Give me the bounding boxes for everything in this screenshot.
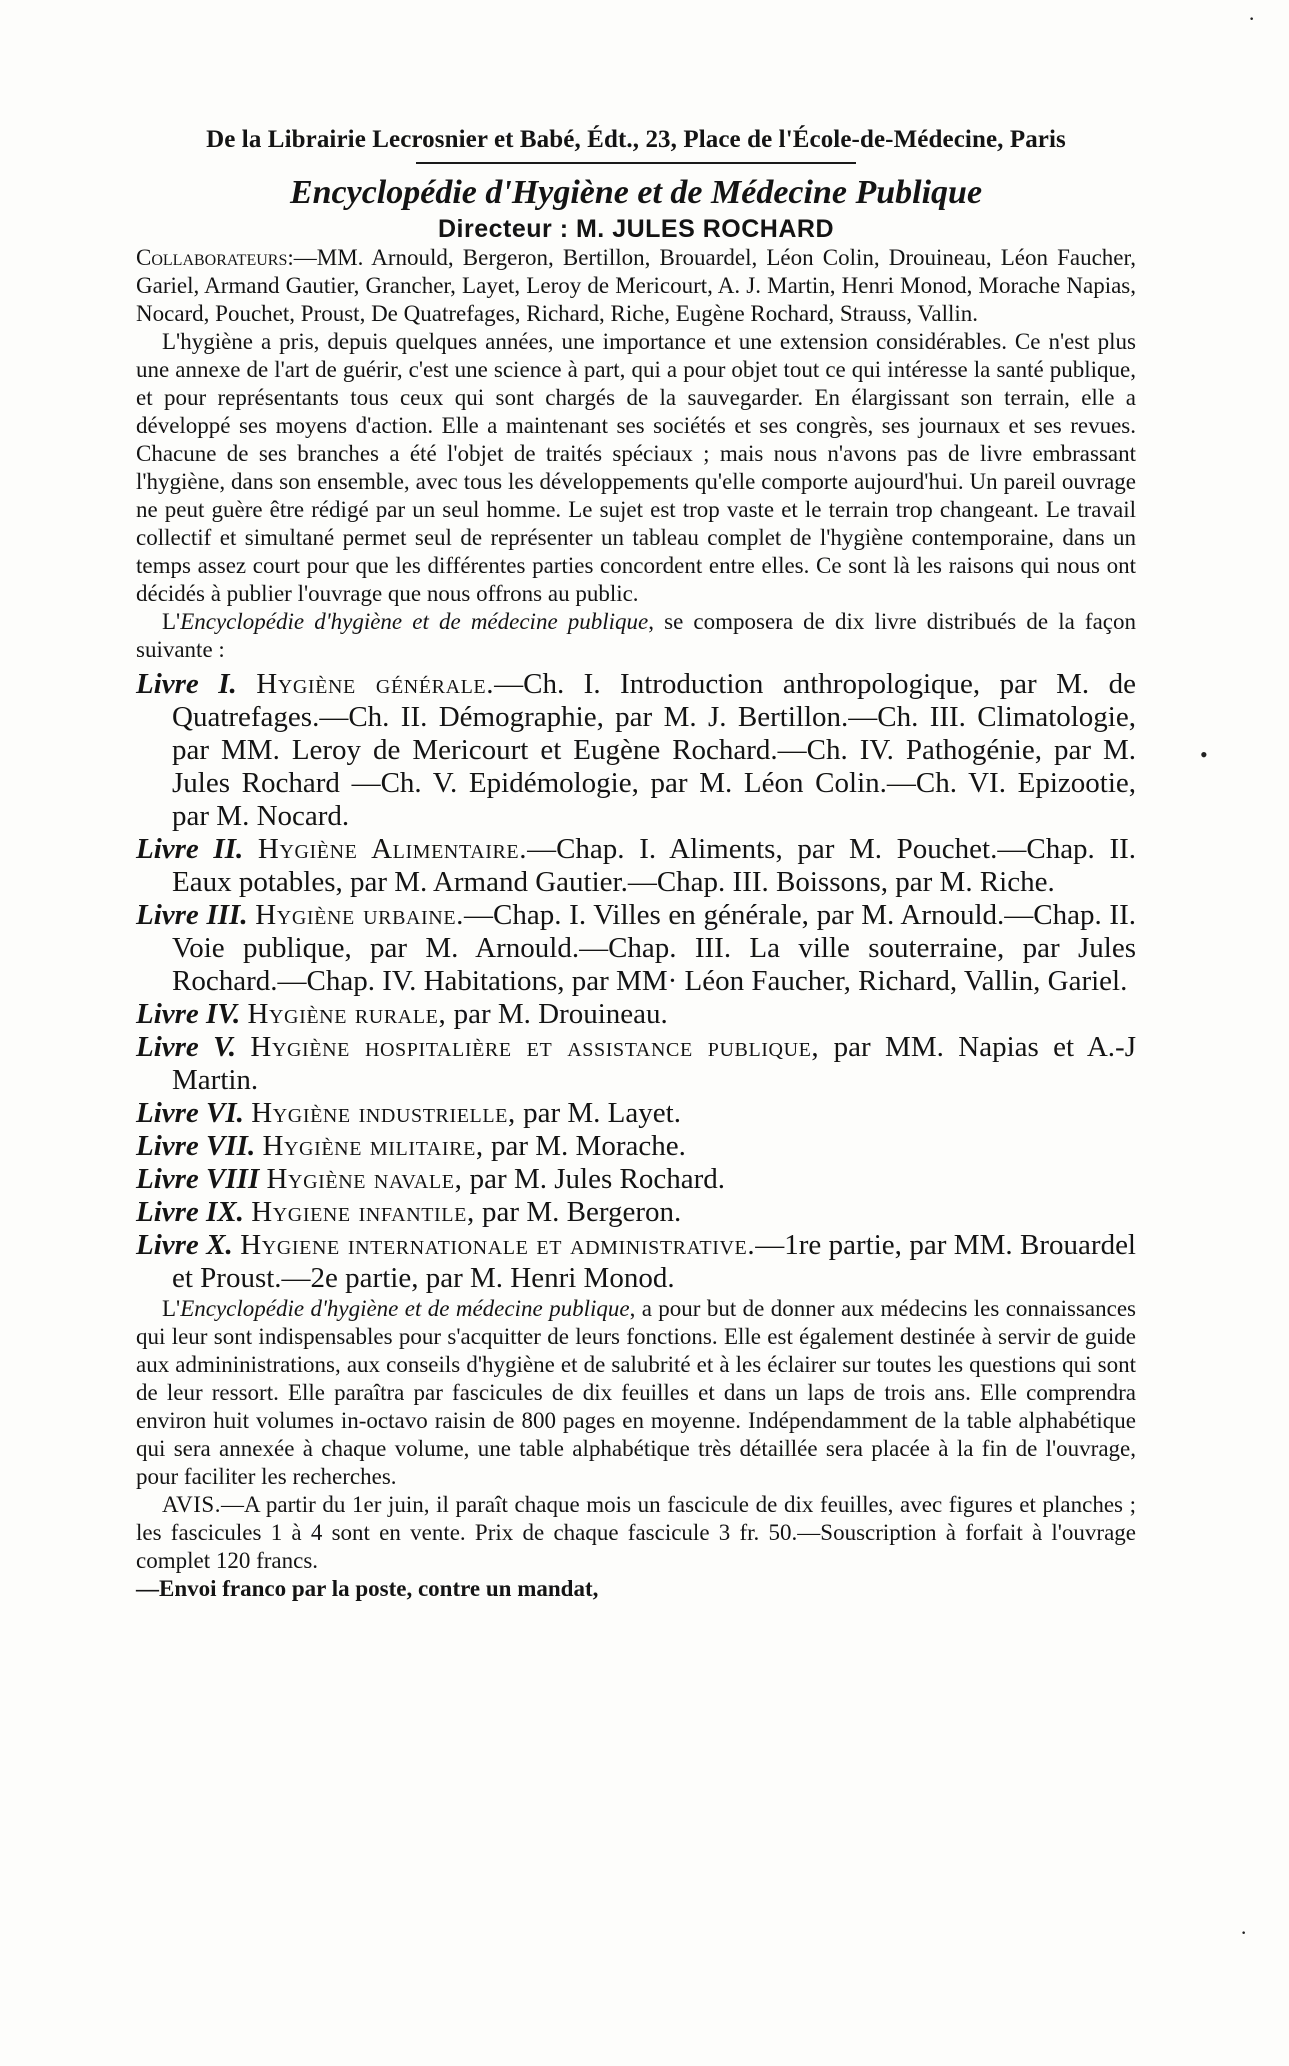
book-topic: Hygiene infantile, [251,1196,475,1228]
book-contents: par M. Morache. [483,1130,686,1162]
plan-paragraph [136,608,1136,664]
book-label: Livre IV. [136,998,241,1030]
book-contents: —1re partie, par MM. Brouardel et Proust.—2e partie, par M. Henri Monod. [172,1229,1136,1294]
encyclopedia-title: Encyclopédie d'Hygiène et de Médecine Publique [289,174,983,211]
purpose-prefix: L' [162,1296,181,1321]
book-entry [136,998,1136,1031]
book-entry [136,668,1136,833]
books-list [136,668,1136,1295]
notice-text: —A partir du 1er juin, il paraît chaque mois un fascicule de dix feuilles, avec figures et planches ; les fascicules 1 à 4 sont en vente. Prix de chaque fascicule 3 fr. 50.—Souscription à forfait à l'ouvrage complet 120 francs. [136,1492,1136,1573]
intro-paragraph: L'hygiène a pris, depuis quelques années, une importance et une extension considérables. Ce n'est plus une annexe de l'art de guérir, c'est une science à part, qui a pour objet tout ce qui intéresse la santé publique, et pour représentants tous ceux qui sont chargés de la sauvegarder. En élargissant son terrain, elle a développé ses moyens d'action. Elle a maintenant ses sociétés et ses congrès, ses journaux et ses revues. Chacune de ses branches a été l'objet de traités spéciaux ; mais nous n'avons pas de livre embrassant l'hygiène, dans son ensemble, avec tous les développements qu'elle comporte aujourd'hui. Un pareil ouvrage ne peut guère être rédigé par un seul homme. Le sujet est trop vaste et le terrain trop changeant. Le travail collectif et simultané permet seul de représenter un tableau complet de l'hygiène contemporaine, dans un temps assez court pour que les différentes parties concordent entre elles. Ce sont là les raisons qui nous ont décidés à publier l'ouvrage que nous offrons au public. [136,329,1136,606]
notice-final-line: —Envoi franco par la poste, contre un mandat, [136,1576,599,1601]
book-entry [136,899,1136,998]
book-entry [136,1097,1136,1130]
book-entry [136,1229,1136,1295]
book-label: Livre III. [136,899,248,931]
book-topic: Hygiène Alimentaire. [257,833,528,865]
book-label: Livre VII. [136,1130,256,1162]
publisher-imprint: De la Librairie Lecrosnier et Babé, Édt., 23, Place de l'École-de-Médecine, Paris [206,126,1066,153]
book-entry [136,1163,1136,1196]
book-contents: —Chap. I. Aliments, par M. Pouchet.—Chap. II. Eaux potables, par M. Armand Gautier.—Chap. III. Boissons, par M. Riche. [172,833,1137,898]
director-line: Directeur : M. JULES ROCHARD [438,215,834,243]
plan-prefix: L' [162,609,181,634]
book-entry [136,1196,1136,1229]
book-label: Livre I. [136,668,237,700]
book-label: Livre II. [136,833,244,865]
book-topic: Hygiene internationale et administrative. [240,1229,756,1261]
book-label: Livre IX. [136,1196,244,1228]
book-label: Livre V. [136,1031,237,1063]
book-topic: Hygiène hospitalière et assistance publique, [250,1031,820,1063]
book-entry [136,833,1136,899]
notice-paragraph [136,1491,1136,1603]
book-topic: Hygiène militaire, [262,1130,484,1162]
book-contents: par MM. Napias et A.-J Martin. [172,1031,1136,1096]
header-rule [416,162,856,164]
book-topic: Hygiène industrielle, [251,1097,516,1129]
book-contents: —Ch. I. Introduction anthropologique, par M. de Quatrefages.—Ch. II. Démographie, par M. J. Bertillon.—Ch. III. Climatologie, par MM. Leroy de Mericourt et Eugène Rochard.—Ch. IV. Pathogénie, par M. Jules Rochard —Ch. V. Epidémologie, par M. Léon Colin.—Ch. VI. Epizootie, par M. Nocard. [172,668,1137,832]
book-contents: —Chap. I. Villes en générale, par M. Arnould.—Chap. II. Voie publique, par M. Arnould.—Chap. III. La ville souterraine, par Jules Rochard.—Chap. IV. Habitations, par MM· Léon Faucher, Richard, Vallin, Gariel. [172,899,1136,997]
collaborators-paragraph [136,244,1136,328]
book-label: Livre VIII [136,1163,260,1195]
book-label: Livre X. [136,1229,233,1261]
book-contents: par M. Jules Rochard. [462,1163,725,1195]
purpose-paragraph [136,1295,1136,1491]
margin-speck: · [1240,1920,1248,1945]
collaborators-label: Collaborateurs: [136,245,294,270]
plan-text: , se composera de dix livre distribués de la façon suivante : [136,609,1136,662]
book-entry [136,1130,1136,1163]
book-label: Livre VI. [136,1097,244,1129]
book-entry [136,1031,1136,1097]
notice-lead: AVIS. [162,1492,221,1517]
book-contents: par M. Bergeron. [474,1196,682,1228]
purpose-text: , a pour but de donner aux médecins les connaissances qui leur sont indispensables pour s'acquitter de leurs fonctions. Elle est également destinée à servir de guide aux admininistrations, aux conseils d'hygiène et de salubrité et à les éclairer sur toutes les questions qui sont de leur ressort. Elle paraîtra par fascicules de dix feuilles et dans un laps de trois ans. Elle comprendra environ huit volumes in-octavo raisin de 800 pages en moyenne. Indépendamment de la table alphabétique qui sera annexée à chaque volume, une table alphabétique très détaillée sera placée à la fin de l'ouvrage, pour faciliter les recherches. [136,1296,1137,1489]
margin-speck: • [1200,742,1208,767]
plan-work-title: Encyclopédie d'hygiène et de médecine publique [180,609,649,634]
book-topic: Hygiène urbaine. [255,899,465,931]
collaborators-names: —MM. Arnould, Bergeron, Bertillon, Brouardel, Léon Colin, Drouineau, Léon Faucher, Gariel, Armand Gautier, Grancher, Layet, Leroy de Mericourt, A. J. Martin, Henri Monod, Morache Napias, Nocard, Pouchet, Proust, De Quatrefages, Richard, Riche, Eugène Rochard, Strauss, Vallin. [136,245,1136,326]
book-topic: Hygiène navale, [266,1163,463,1195]
margin-speck: · [1248,6,1256,31]
book-contents: par M. Layet. [515,1097,681,1129]
book-topic: Hygiène générale. [256,668,495,700]
book-contents: par M. Drouineau. [446,998,668,1030]
purpose-work-title: Encyclopédie d'hygiène et de médecine publique [180,1296,630,1321]
book-topic: Hygiène rurale, [247,998,447,1030]
content-column [136,124,1136,1603]
